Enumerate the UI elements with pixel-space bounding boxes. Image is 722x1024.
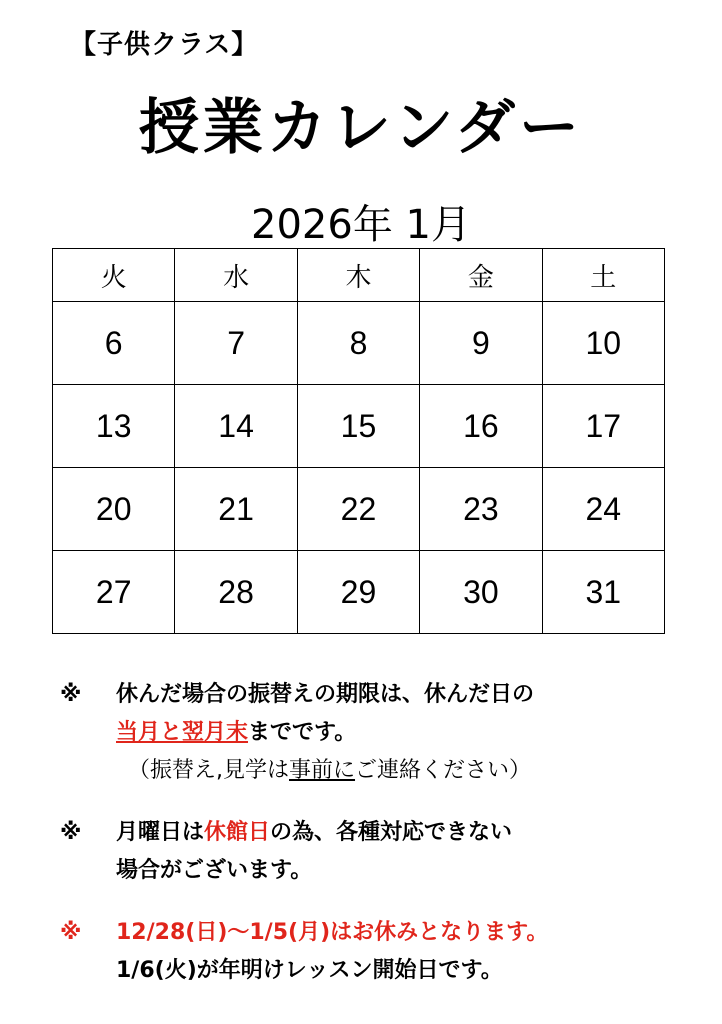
note-mark: ※ <box>60 682 82 707</box>
day-cell: 8 <box>297 302 419 385</box>
note-closed-monday <box>60 814 700 890</box>
month-heading: 2026年 1月 <box>251 202 471 248</box>
note-text-line: 場合がございます。 <box>116 858 313 883</box>
holiday-period-line: 12/28(日)～1/5(月)はお休みとなります。 <box>116 920 549 945</box>
note-text: までです。 <box>248 720 357 745</box>
note-makeup-deadline <box>60 676 700 790</box>
day-cell: 6 <box>53 302 175 385</box>
day-cell: 21 <box>175 468 297 551</box>
note-paren-line <box>116 752 700 790</box>
weekday-header-row <box>53 249 665 302</box>
note-text: ご連絡ください） <box>355 758 532 783</box>
closed-day-highlight: 休館日 <box>204 820 271 845</box>
day-cell: 24 <box>542 468 664 551</box>
day-cell: 22 <box>297 468 419 551</box>
note-text: の為、各種対応できない <box>270 820 513 845</box>
day-cell: 10 <box>542 302 664 385</box>
day-cell: 23 <box>420 468 542 551</box>
deadline-highlight: 当月と翌月末 <box>116 720 249 745</box>
day-cell: 9 <box>420 302 542 385</box>
day-cell: 16 <box>420 385 542 468</box>
note-mark: ※ <box>60 920 82 945</box>
week-row <box>53 551 665 634</box>
day-cell: 27 <box>53 551 175 634</box>
note-mark: ※ <box>60 820 82 845</box>
week-row <box>53 302 665 385</box>
day-cell: 14 <box>175 385 297 468</box>
day-cell: 30 <box>420 551 542 634</box>
notes-section <box>60 676 700 990</box>
note-text: 月曜日は <box>116 820 205 845</box>
note-text-line: 休んだ場合の振替えの期限は、休んだ日の <box>116 682 535 707</box>
weekday-thu: 木 <box>297 249 419 302</box>
note-text-line <box>116 814 700 852</box>
weekday-fri: 金 <box>420 249 542 302</box>
day-cell: 13 <box>53 385 175 468</box>
calendar-table <box>52 248 665 634</box>
day-cell: 20 <box>53 468 175 551</box>
class-label: 【子供クラス】 <box>70 30 259 60</box>
note-text-line: 1/6(火)が年明けレッスン開始日です。 <box>116 958 503 983</box>
note-holiday <box>60 914 700 990</box>
note-text: （振替え,見学は <box>128 758 289 783</box>
weekday-tue: 火 <box>53 249 175 302</box>
day-cell: 28 <box>175 551 297 634</box>
note-text-line <box>116 714 700 752</box>
day-cell: 15 <box>297 385 419 468</box>
week-row <box>53 468 665 551</box>
day-cell: 29 <box>297 551 419 634</box>
weekday-wed: 水 <box>175 249 297 302</box>
page-title: 授業カレンダー <box>138 93 584 163</box>
day-cell: 7 <box>175 302 297 385</box>
weekday-sat: 土 <box>542 249 664 302</box>
week-row <box>53 385 665 468</box>
day-cell: 31 <box>542 551 664 634</box>
day-cell: 17 <box>542 385 664 468</box>
advance-notice-underline: 事前に <box>289 758 356 783</box>
